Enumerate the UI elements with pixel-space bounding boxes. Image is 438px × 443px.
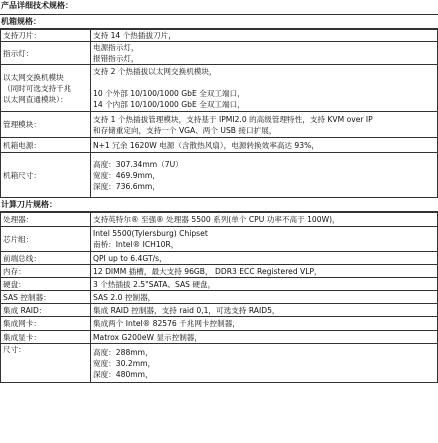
- spec-value: 支持 14 个热插拔刀片，: [91, 30, 438, 42]
- spec-value: Matrox G200eW 显示控制器，: [91, 331, 438, 344]
- spec-value: 支持英特尔® 至强® 处理器 5500 系列(单个 CPU 功率不高于 100W)，: [91, 213, 438, 227]
- spec-value-line: [93, 77, 436, 88]
- spec-key: 集成网卡：: [1, 317, 91, 331]
- table-row: [1, 252, 438, 265]
- blade-spec-table: [0, 212, 438, 383]
- table-row: [1, 344, 438, 383]
- spec-value-line: 高度：288mm，: [93, 347, 153, 357]
- spec-key: 指示灯：: [1, 42, 91, 65]
- spec-value-line: 10 个外部 10/100/1000 GbE 全双工端口，: [93, 89, 245, 98]
- spec-key: SAS 控制器：: [1, 291, 91, 304]
- spec-value: [91, 344, 438, 383]
- spec-value-line: 支持 2 个热插拔以太网交换机模块，: [93, 67, 217, 76]
- table-row: [1, 112, 438, 138]
- blade-section-heading: 计算刀片规格：: [0, 198, 438, 212]
- spec-value-line: 电源指示灯，: [93, 43, 139, 52]
- spec-value: [91, 153, 438, 198]
- spec-value-line: 宽度：30.2mm，: [93, 358, 156, 368]
- table-row: [1, 227, 438, 252]
- chassis-section-heading: 机箱规格：: [0, 15, 438, 29]
- table-row: [1, 42, 438, 65]
- table-row: [1, 331, 438, 344]
- table-row: [1, 65, 438, 112]
- spec-key: 前端总线：: [1, 252, 91, 265]
- spec-key: 管理模块：: [1, 112, 91, 138]
- spec-value-line: Intel 5500(Tylersburg) Chipset: [93, 229, 208, 238]
- spec-key: 机箱尺寸：: [1, 153, 91, 198]
- spec-value: 12 DIMM 插槽，最大支持 96GB， DDR3 ECC Registered VLP，: [91, 265, 438, 278]
- table-row: [1, 153, 438, 198]
- spec-value-line: 南桥：Intel® ICH10R，: [93, 240, 179, 249]
- spec-key: 芯片组：: [1, 227, 91, 252]
- chassis-spec-table: [0, 29, 438, 198]
- spec-key-line: 以太网直通模块）：: [3, 94, 68, 104]
- spec-value-line: 高度：307.34mm（7U）: [93, 159, 183, 169]
- table-row: [1, 30, 438, 42]
- spec-value-line: 支持 1 个热插拔管理模块，支持基于 IPMI2.0 的高级管理特性，支持 KVM over IP: [93, 114, 373, 124]
- spec-value: N+1 冗余 1620W 电源（含散热风扇），电源转换效率高达 93%，: [91, 138, 438, 153]
- spec-value-line: 深度：736.6mm，: [93, 181, 160, 191]
- spec-key: 尺寸：: [1, 344, 91, 383]
- spec-key: 机箱电源：: [1, 138, 91, 153]
- spec-key-line: （同时可选支持千兆: [3, 83, 72, 93]
- spec-key: [1, 65, 91, 112]
- spec-key-line: 以太网交换机模块: [3, 72, 64, 82]
- spec-value: 集成两个 Intel® 82576 千兆网卡控制器，: [91, 317, 438, 331]
- table-row: [1, 278, 438, 291]
- table-row: [1, 317, 438, 331]
- spec-value-line: 深度：480mm，: [93, 369, 153, 379]
- table-row: [1, 213, 438, 227]
- document-title: 产品详细技术规格：: [0, 0, 438, 15]
- spec-key: 内存：: [1, 265, 91, 278]
- spec-value: [91, 65, 438, 112]
- spec-value-line: 和存储重定向，支持一个 VGA、两个 USB 接口扩展，: [93, 125, 277, 135]
- spec-key: 集成 RAID：: [1, 304, 91, 317]
- spec-value: 3 个热插拔 2.5"SATA、SAS 硬盘，: [91, 278, 438, 291]
- spec-value: QPI up to 6.4GT/s，: [91, 252, 438, 265]
- spec-value: 集成 RAID 控制器，支持 raid 0,1，可选支持 RAID5，: [91, 304, 438, 317]
- spec-key: 集成显卡：: [1, 331, 91, 344]
- spec-value-line: 14 个内部 10/100/1000 GbE 全双工端口，: [93, 100, 245, 109]
- spec-value: [91, 112, 438, 138]
- spec-value-line: 宽度：469.9mm，: [93, 170, 160, 180]
- table-row: [1, 265, 438, 278]
- spec-key: 支持刀片：: [1, 30, 91, 42]
- table-row: [1, 304, 438, 317]
- spec-key: 处理器：: [1, 213, 91, 227]
- spec-value: SAS 2.0 控制器，: [91, 291, 438, 304]
- table-row: [1, 138, 438, 153]
- table-row: [1, 291, 438, 304]
- spec-value: [91, 227, 438, 252]
- spec-key: 硬盘：: [1, 278, 91, 291]
- spec-value-line: 报错指示灯，: [93, 54, 139, 63]
- spec-value: [91, 42, 438, 65]
